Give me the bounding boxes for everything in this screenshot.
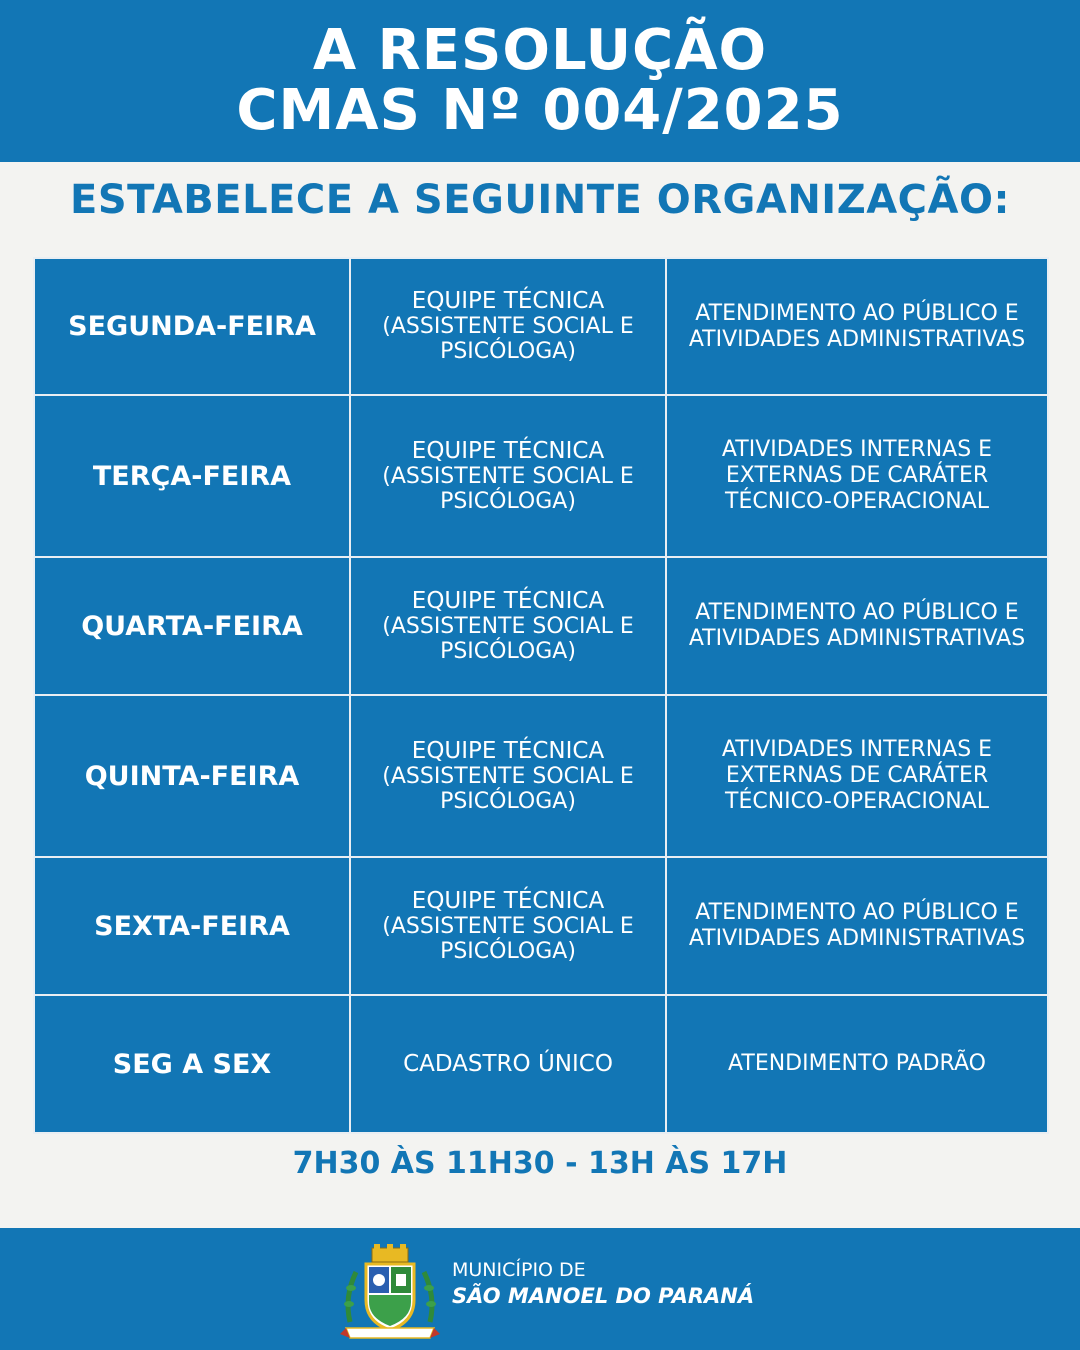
- day-cell: SEG A SEX: [34, 995, 350, 1133]
- activity-cell: ATIVIDADES INTERNAS E EXTERNAS DE CARÁTER TÉCNICO-OPERACIONAL: [666, 395, 1048, 557]
- municipality-prefix: MUNICÍPIO DE: [452, 1259, 586, 1281]
- opening-hours: 7H30 ÀS 11H30 - 13H ÀS 17H: [292, 1146, 788, 1181]
- activity-cell: ATENDIMENTO AO PÚBLICO E ATIVIDADES ADMINISTRATIVAS: [666, 857, 1048, 995]
- team-cell: [350, 695, 666, 857]
- schedule-table: [33, 257, 1049, 1134]
- activity-cell: ATIVIDADES INTERNAS E EXTERNAS DE CARÁTER TÉCNICO-OPERACIONAL: [666, 695, 1048, 857]
- team-cell: [350, 995, 666, 1133]
- team-name: EQUIPE TÉCNICA: [411, 887, 605, 914]
- activity-cell: ATENDIMENTO AO PÚBLICO E ATIVIDADES ADMINISTRATIVAS: [666, 557, 1048, 695]
- day-cell: TERÇA-FEIRA: [34, 395, 350, 557]
- table-row: [34, 857, 1048, 995]
- team-name: EQUIPE TÉCNICA: [411, 587, 605, 614]
- day-cell: QUINTA-FEIRA: [34, 695, 350, 857]
- team-cell: [350, 857, 666, 995]
- team-members: (ASSISTENTE SOCIAL E PSICÓLOGA): [382, 763, 634, 814]
- resolution-title-line1: A RESOLUÇÃO: [312, 18, 768, 83]
- team-cell: [350, 395, 666, 557]
- municipal-coat-of-arms-icon: [340, 1242, 440, 1342]
- day-cell: SEXTA-FEIRA: [34, 857, 350, 995]
- footer-banner: [0, 1228, 1080, 1350]
- team-members: (ASSISTENTE SOCIAL E PSICÓLOGA): [382, 463, 634, 514]
- day-cell: QUARTA-FEIRA: [34, 557, 350, 695]
- team-members: (ASSISTENTE SOCIAL E PSICÓLOGA): [382, 613, 634, 664]
- municipality-label: [452, 1258, 754, 1310]
- team-name: CADASTRO ÚNICO: [403, 1050, 613, 1077]
- activity-cell: ATENDIMENTO AO PÚBLICO E ATIVIDADES ADMINISTRATIVAS: [666, 258, 1048, 395]
- team-cell: [350, 258, 666, 395]
- resolution-title-line2: CMAS Nº 004/2025: [236, 78, 844, 143]
- table-row: [34, 995, 1048, 1133]
- table-row: [34, 557, 1048, 695]
- header-banner: [0, 0, 1080, 162]
- team-name: EQUIPE TÉCNICA: [411, 437, 605, 464]
- team-members: (ASSISTENTE SOCIAL E PSICÓLOGA): [382, 913, 634, 964]
- table-row: [34, 258, 1048, 395]
- subtitle: ESTABELECE A SEGUINTE ORGANIZAÇÃO:: [70, 177, 1010, 223]
- day-cell: SEGUNDA-FEIRA: [34, 258, 350, 395]
- team-name: EQUIPE TÉCNICA: [411, 288, 605, 314]
- team-name: EQUIPE TÉCNICA: [411, 737, 605, 764]
- team-members: (ASSISTENTE SOCIAL E PSICÓLOGA): [382, 314, 634, 364]
- activity-cell: ATENDIMENTO PADRÃO: [666, 995, 1048, 1133]
- team-cell: [350, 557, 666, 695]
- table-row: [34, 695, 1048, 857]
- table-row: [34, 395, 1048, 557]
- municipality-name: SÃO MANOEL DO PARANÁ: [452, 1284, 755, 1308]
